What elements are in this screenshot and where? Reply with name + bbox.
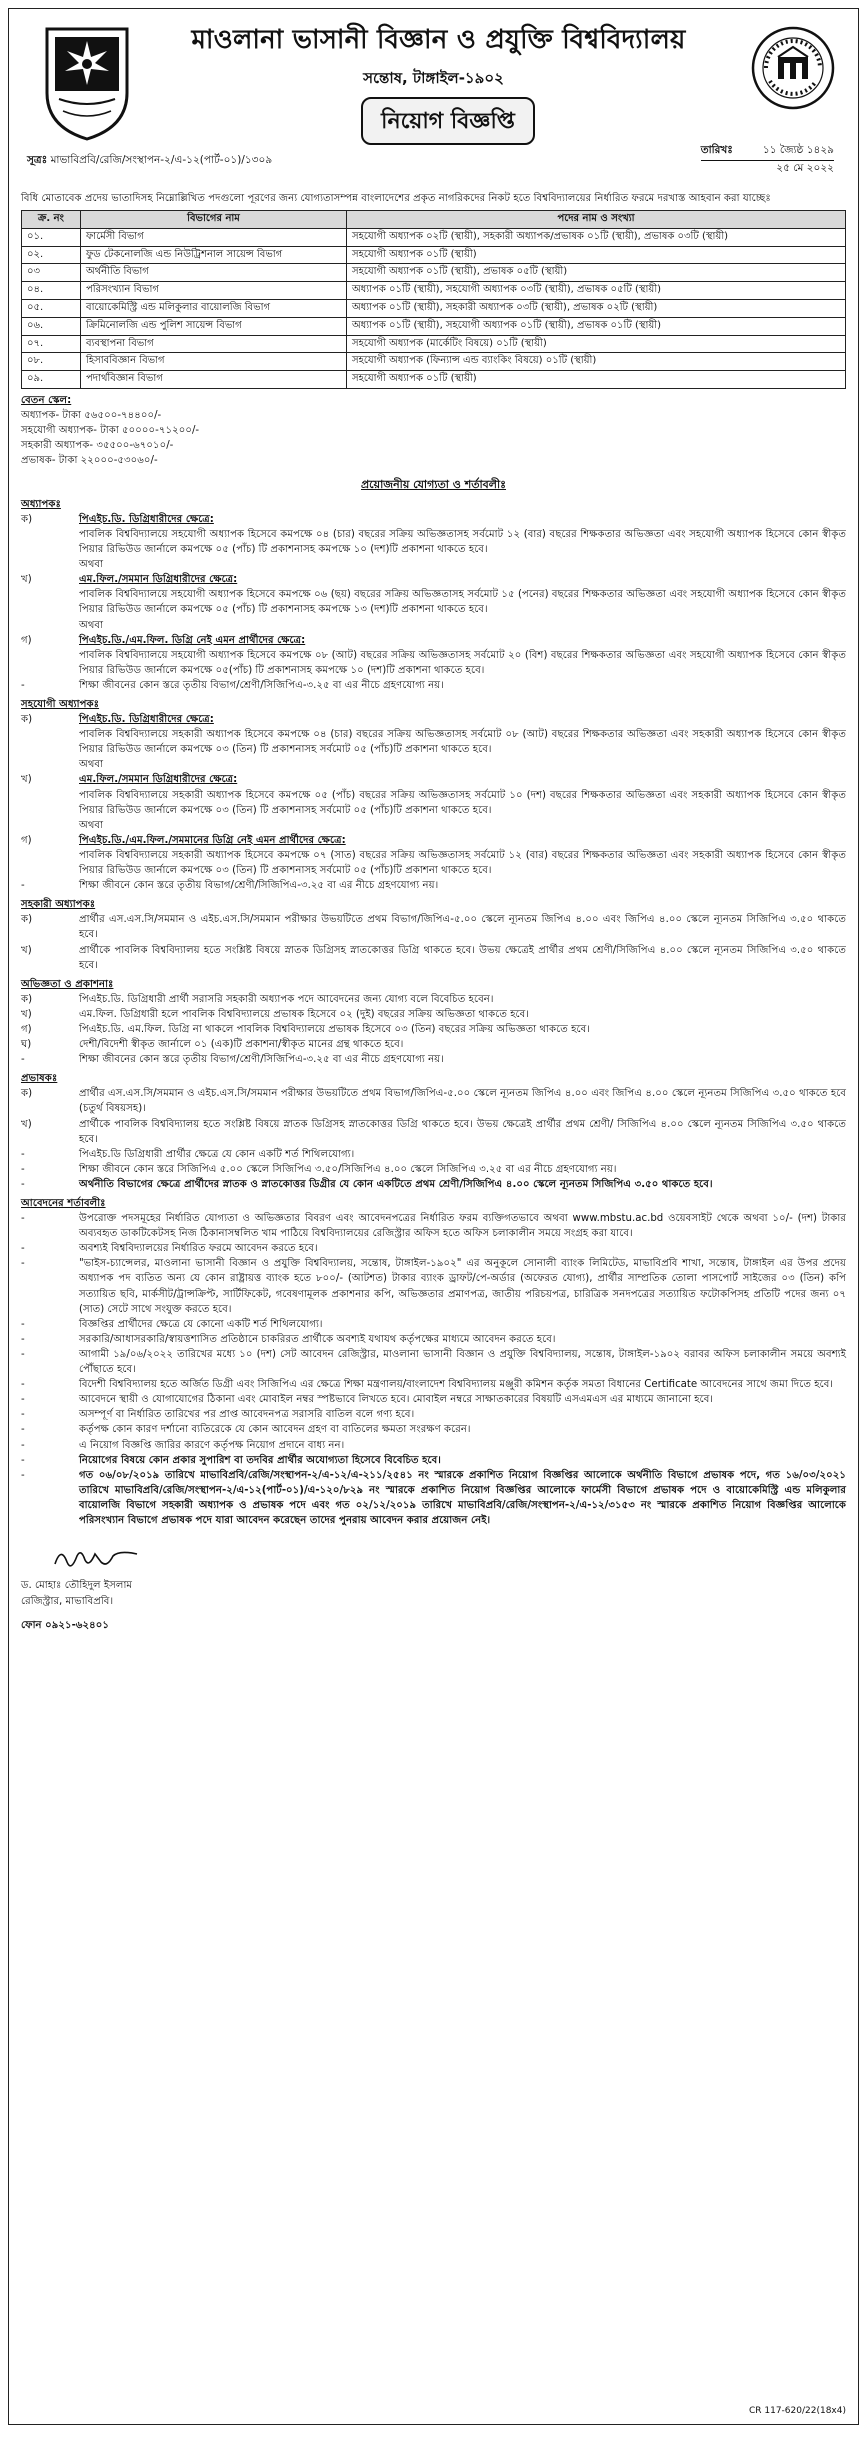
cell-department: ক্রিমিনোলজি এন্ড পুলিশ সায়েন্স বিভাগ xyxy=(81,317,347,335)
list-item xyxy=(21,943,846,973)
item-marker: - xyxy=(21,1243,25,1255)
item-text: পাবলিক বিশ্ববিদ্যালয়ে সহকারী অধ্যাপক হিসেবে কমপক্ষে ০৭ (সাত) বছরের সক্রিয় অভিজ্ঞতাসহ সর্বমোট ১২ (বার) বছরের শিক্ষকতার অভিজ্ঞতা এবং সহকারী অধ্যাপক হিসেবে কোন স্বীকৃত পিয়ার রিভিউড জার্নালে কমপক্ষে ০৩ (তিন) টি প্রকাশনাসহ সর্বমোট ০৫ (পাঁচ)টি প্রকাশনা থাকতে হবে। xyxy=(79,849,846,877)
list-item xyxy=(21,992,846,1007)
list-item xyxy=(21,1147,846,1162)
table-row xyxy=(22,300,846,318)
intro-text: বিধি মোতাবেক প্রদেয় ভাতাদিসহ নিম্নোল্লিখিত পদগুলো পূরণের জন্য যোগ্যতাসম্পন্ন বাংলাদেশের প্রকৃত নাগরিকদের নিকট হতে বিশ্ববিদ্যালয়ের নির্ধারিত ফরমে দরখাস্ত আহবান করা যাচ্ছেঃ xyxy=(21,193,771,204)
item-text: পাবলিক বিশ্ববিদ্যালয়ে সহযোগী অধ্যাপক হিসেবে কমপক্ষে ০৪ (চার) বছরের সক্রিয় অভিজ্ঞতাসহ সর্বমোট ১২ (বার) বছরের শিক্ষকতার অভিজ্ঞতা এবং সহযোগী অধ্যাপক হিসেবে কোন স্বীকৃত পিয়ার রিভিউড জার্নালে কমপক্ষে ০৫ (পাঁচ) টি প্রকাশনাসহ কমপক্ষে ১০ (দশ)টি প্রকাশনা থাকতে হবে। xyxy=(79,528,846,556)
cell-posts: সহযোগী অধ্যাপক ০১টি (স্থায়ী) xyxy=(347,371,846,389)
cell-posts: সহযোগী অধ্যাপক (ফিন্যান্স এন্ড ব্যাংকিং বিষয়ে) ০১টি (স্থায়ী) xyxy=(347,353,846,371)
item-marker: খ) xyxy=(21,574,32,586)
item-text: অর্থনীতি বিভাগের ক্ষেত্রে প্রার্থীদের স্নাতক ও স্নাতকোত্তর ডিগ্রীর যে কোন একটিতে প্রথম শ্রেণী/সিজিপিএ ৪.০০ স্কেলে ন্যূনতম সিজিপিএ ৩.৫০ থাকতে হবে। xyxy=(79,1178,713,1190)
item-body xyxy=(79,772,846,817)
item-text: পাবলিক বিশ্ববিদ্যালয়ে সহযোগী অধ্যাপক হিসেবে কমপক্ষে ০৮ (আট) বছরের সক্রিয় অভিজ্ঞতাসহ সর্বমোট ২০ (বিশ) বছরের শিক্ষকতার অভিজ্ঞতা এবং সহযোগী অধ্যাপক হিসেবে কোন স্বীকৃত পিয়ার রিভিউড জার্নালে কমপক্ষে ০৫(পাঁচ) টি প্রকাশনাসহ কমপক্ষে ১০ (দশ)টি প্রকাশনা থাকতে হবে। xyxy=(79,649,846,676)
table-row xyxy=(22,371,846,389)
item-text: বিদেশী বিশ্ববিদ্যালয় হতে অর্জিত ডিগ্রী এবং সিজিপিএ এর ক্ষেত্রে শিক্ষা মন্ত্রণালয়/বাংলাদেশ বিশ্ববিদ্যালয় মঞ্জুরী কমিশন কর্তৃক সমতা বিধানের Certificate আবেদনের সাথে জমা দিতে হবে। xyxy=(79,1379,834,1391)
qualifications-heading: প্রয়োজনীয় যোগ্যতা ও শর্তাবলীঃ xyxy=(360,477,507,491)
cell-department: হিসাববিজ্ঞান বিভাগ xyxy=(81,353,347,371)
posts-table xyxy=(21,210,846,389)
item-body xyxy=(79,1007,846,1022)
item-body xyxy=(79,1147,846,1162)
cell-serial: ০৭. xyxy=(22,335,81,353)
item-marker: ক) xyxy=(21,993,33,1005)
list-item xyxy=(21,1317,846,1332)
section-heading: অধ্যাপকঃ xyxy=(21,498,61,510)
salary-heading: বেতন স্কেল: xyxy=(21,395,72,407)
or-separator: অথবা xyxy=(79,559,104,571)
item-text: আবেদনে স্থায়ী ও যোগাযোগের ঠিকানা এবং মোবাইল নম্বর স্পষ্টভাবে লিখতে হবে। মোবাইল নম্বরে সাক্ষাতকারের বিষয়টি এসএমএস এর মাধ্যমে জানানো হবে। xyxy=(79,1394,714,1406)
item-marker: ক) xyxy=(21,513,33,525)
item-marker: - xyxy=(21,1178,25,1190)
list-item xyxy=(21,1422,846,1437)
cell-serial: ০৯. xyxy=(22,371,81,389)
signatory-name: ড. মোহাঃ তৌহিদুল ইসলাম xyxy=(21,1580,133,1592)
reference-line xyxy=(27,153,272,169)
list-item xyxy=(21,1392,846,1407)
salary-lecturer: প্রভাষক- টাকা ২২০০০-৫৩০৬০/- xyxy=(21,455,158,467)
item-text: বিজ্ঞপ্তির প্রার্থীদের ক্ষেত্রে যে কোনো একটি শর্ত শিথিলযোগ্য। xyxy=(79,1318,323,1330)
item-subheading: পিএইচ.ডি. ডিগ্রিধারীদের ক্ষেত্রে: xyxy=(79,513,214,525)
table-row xyxy=(22,353,846,371)
item-text: আগামী ১৯/০৬/২০২২ তারিখের মধ্যে ১০ (দশ) সেট আবেদন রেজিস্ট্রার, মাওলানা ভাসানী বিজ্ঞান ও প্রযুক্তি বিশ্ববিদ্যালয়, সন্তোষ, টাঙ্গাইল-১৯০২ বরাবর অফিস চলাকালীন সময়ে অবশ্যই পৌঁছাতে হবে। xyxy=(79,1348,846,1376)
footer-code: CR 117-620/22(18x4) xyxy=(748,2405,846,2416)
table-row xyxy=(22,335,846,353)
item-marker: - xyxy=(21,1258,25,1270)
item-text: উপরোক্ত পদসমূহের নির্ধারিত যোগ্যতা ও অভিজ্ঞতার বিবরণ এবং আবেদনপত্রের নির্ধারিত ফরম ব্যক্তিগতভাবে অথবা www.mbstu.ac.bd ওয়েবসাইট থেকে অথবা ১০/- (দশ) টাকার অব্যবহৃত ডাকটিকেটসহ নিজ ঠিকানাসম্বলিত খাম পাঠিয়ে বিশ্ববিদ্যালয়ের রেজিস্ট্রার অফিস হতে অফিস চলাকালীন সময়ে সংগ্রহ করা যাবে। xyxy=(79,1213,846,1240)
date-bangla: ১১ জ্যৈষ্ঠ ১৪২৯ xyxy=(762,144,834,156)
item-text: অবশ্যই বিশ্ববিদ্যালয়ের নির্ধারিত ফরমে আবেদন করতে হবে। xyxy=(79,1243,318,1255)
item-body xyxy=(79,633,846,678)
item-marker: ঘ) xyxy=(21,1039,32,1051)
item-body xyxy=(79,912,846,942)
item-marker: - xyxy=(21,1379,25,1391)
section-heading: সহকারী অধ্যাপকঃ xyxy=(21,899,96,911)
cell-department: পরিসংখ্যান বিভাগ xyxy=(81,282,347,300)
salary-professor: অধ্যাপক- টাকা ৫৬৫০০-৭৪৪০০/- xyxy=(21,410,162,422)
cell-department: ফুড টেকনোলজি এন্ড নিউট্রিশনাল সায়েন্স বিভাগ xyxy=(81,246,347,264)
or-separator: অথবা xyxy=(79,819,104,831)
cell-serial: ০৮. xyxy=(22,353,81,371)
table-row xyxy=(22,228,846,246)
item-subheading: পিএইচ.ডি. ডিগ্রিধারীদের ক্ষেত্রে: xyxy=(79,714,214,726)
section-heading: অভিজ্ঞতা ও প্রকাশনাঃ xyxy=(21,978,114,990)
item-body xyxy=(79,833,846,878)
item-text: প্রার্থীর এস.এস.সি/সমমান ও এইচ.এস.সি/সমমান পরীক্ষার উভয়টিতে প্রথম বিভাগ/জিপিএ-৫.০০ স্কেলে ন্যূনতম জিপিএ ৪.০০ এবং জিপিএ ৪.০০ স্কেলে ন্যূনতম সিজিপিএ ৩.৫০ থাকতে হবে (চতুর্থ বিষয়সহ)। xyxy=(79,1088,846,1115)
cell-serial: ০২. xyxy=(22,246,81,264)
item-text: পাবলিক বিশ্ববিদ্যালয়ে সহকারী অধ্যাপক হিসেবে কমপক্ষে ০৫ (পাঁচ) বছরের সক্রিয় অভিজ্ঞতাসহ সর্বমোট ১০ (দশ) বছরের শিক্ষকতার অভিজ্ঞতা এবং সহকারী অধ্যাপক হিসেবে কোন স্বীকৃত পিয়ার রিভিউড জার্নালে কমপক্ষে ০৩ (তিন) টি প্রকাশনাসহ সর্বমোট ০৫ (পাঁচ)টি প্রকাশনা থাকতে হবে। xyxy=(79,789,846,816)
item-marker: - xyxy=(21,1469,25,1481)
list-item xyxy=(21,1377,846,1392)
cell-posts: অধ্যাপক ০১টি (স্থায়ী), সহকারী অধ্যাপক ০৩টি (স্থায়ী), প্রভাষক ০২টি (স্থায়ী) xyxy=(347,300,846,318)
item-text: প্রার্থীর এস.এস.সি/সমমান ও এইচ.এস.সি/সমমান পরীক্ষার উভয়টিতে প্রথম বিভাগ/জিপিএ-৫.০০ স্কেলে ন্যূনতম জিপিএ ৪.০০ এবং জিপিএ ৪.০০ স্কেলে ন্যূনতম সিজিপিএ ৩.৫০ থাকতে হবে। xyxy=(79,914,846,941)
university-address: সন্তোষ, টাঙ্গাইল-১৯০২ xyxy=(363,69,504,87)
item-marker: - xyxy=(21,1213,25,1225)
item-marker: - xyxy=(21,1163,25,1175)
section-heading: প্রভাষকঃ xyxy=(21,1073,58,1085)
list-item xyxy=(21,833,846,878)
item-body xyxy=(79,1241,846,1256)
col-department: বিভাগের নাম xyxy=(81,211,347,229)
list-item xyxy=(21,772,846,817)
item-text: অসম্পূর্ণ বা নির্ধারিত তারিখের পর প্রাপ্ত আবেদনপত্র সরাসরি বাতিল বলে গণ্য হবে। xyxy=(79,1409,415,1421)
item-text: প্রার্থীকে পাবলিক বিশ্ববিদ্যালয় হতে সংশ্লিষ্ট বিষয়ে স্নাতক ডিগ্রিসহ স্নাতকোত্তর ডিগ্রি থাকতে হবে। উভয় ক্ষেত্রেই প্রার্থীর প্রথম শ্রেণী/সিজিপিএ ৪.০০ স্কেলে ন্যূনতম সিজিপিএ ৩.৫০ থাকতে হবে। xyxy=(79,944,846,971)
university-name: মাওলানা ভাসানী বিজ্ঞান ও প্রযুক্তি বিশ্ববিদ্যালয় xyxy=(191,25,686,55)
signatory-role: রেজিস্ট্রার, মাভাবিপ্রবি। xyxy=(21,1596,114,1608)
list-item xyxy=(21,678,846,693)
or-separator: অথবা xyxy=(79,759,104,771)
item-marker: - xyxy=(21,679,25,691)
list-item xyxy=(21,878,846,893)
cell-posts: সহযোগী অধ্যাপক ০২টি (স্থায়ী), সহকারী অধ্যাপক/প্রভাষক ০১টি (স্থায়ী), প্রভাষক ০৩টি (স্থায়ী) xyxy=(347,228,846,246)
item-marker: খ) xyxy=(21,944,32,956)
list-item xyxy=(21,1177,846,1192)
item-marker: - xyxy=(21,1348,25,1360)
list-item xyxy=(21,633,846,678)
item-body xyxy=(79,1332,846,1347)
item-body xyxy=(79,678,846,693)
item-marker: - xyxy=(21,1409,25,1421)
list-item xyxy=(21,1438,846,1453)
item-body xyxy=(79,1022,846,1037)
section-heading: সহযোগী অধ্যাপকঃ xyxy=(21,699,100,711)
item-body xyxy=(79,878,846,893)
item-body xyxy=(79,1392,846,1407)
section-professor xyxy=(21,497,846,693)
reference-number: মাভাবিপ্রবি/রেজি/সংস্থাপন-২/এ-১২(পার্ট-০১)/১৩০৯ xyxy=(50,154,273,166)
item-marker: গ) xyxy=(21,1023,32,1035)
list-item xyxy=(21,1052,846,1067)
item-body xyxy=(79,1468,846,1528)
item-body xyxy=(79,572,846,617)
cell-posts: অধ্যাপক ০১টি (স্থায়ী), সহযোগী অধ্যাপক ০৩টি (স্থায়ী), প্রভাষক ০৫টি (স্থায়ী) xyxy=(347,282,846,300)
item-subheading: এম.ফিল./সমমান ডিগ্রিধারীদের ক্ষেত্রে: xyxy=(79,774,238,786)
item-text: সরকারি/আধাসরকারি/স্বায়ত্তশাসিত প্রতিষ্ঠানে চাকরিরত প্রার্থীকে অবশ্যই যথাযথ কর্তৃপক্ষের মাধ্যমে আবেদন করতে হবে। xyxy=(79,1333,556,1345)
item-body xyxy=(79,943,846,973)
item-body xyxy=(79,1422,846,1437)
list-item xyxy=(21,1407,846,1422)
list-item xyxy=(21,1007,846,1022)
item-text: শিক্ষা জীবনে কোন স্তরে তৃতীয় বিভাগ/শ্রেণী/সিজিপিএ-৩.২৫ বা এর নীচে গ্রহণযোগ্য নয়। xyxy=(79,880,439,892)
item-marker: - xyxy=(21,1148,25,1160)
item-marker: ক) xyxy=(21,714,33,726)
list-item xyxy=(21,1162,846,1177)
list-item xyxy=(21,1332,846,1347)
item-text: পাবলিক বিশ্ববিদ্যালয়ে সহকারী অধ্যাপক হিসেবে কমপক্ষে ০৪ (চার) বছরের সক্রিয় অভিজ্ঞতাসহ সর্বমোট ০৮ (আট) বছরের শিক্ষকতার অভিজ্ঞতা এবং সহকারী অধ্যাপক হিসেবে কোন স্বীকৃত পিয়ার রিভিউড জার্নালে কমপক্ষে ০৩ (তিন) টি প্রকাশনাসহ সর্বমোট ০৫ (পাঁচ)টি প্রকাশনা থাকতে হবে। xyxy=(79,729,846,756)
reference-label: সূত্রঃ xyxy=(27,154,48,166)
list-item xyxy=(21,712,846,757)
section-heading: আবেদনের শর্তাবলীঃ xyxy=(21,1198,106,1210)
signature-block xyxy=(21,1542,846,1632)
list-item xyxy=(21,1022,846,1037)
table-row xyxy=(22,264,846,282)
item-text: শিক্ষা জীবনে কোন স্তরে সিজিপিএ ৫.০০ স্কেলে সিজিপিএ ৩.৫০/সিজিপিএ ৪.০০ স্কেলে সিজিপিএ ৩.২৫ বা এর নীচে গ্রহণযোগ্য নয়। xyxy=(79,1163,617,1175)
cell-department: ব্যবস্থাপনা বিভাগ xyxy=(81,335,347,353)
cell-department: অর্থনীতি বিভাগ xyxy=(81,264,347,282)
item-marker: - xyxy=(21,880,25,892)
item-text: কর্তৃপক্ষ কোন কারণ দর্শানো ব্যতিরেকে যে কোন আবেদন গ্রহণ বা বাতিলের ক্ষমতা সংরক্ষণ করেন। xyxy=(79,1424,471,1436)
cell-posts: সহযোগী অধ্যাপক ০১টি (স্থায়ী) xyxy=(347,246,846,264)
item-body xyxy=(79,992,846,1007)
item-marker: খ) xyxy=(21,1118,32,1130)
item-text: পিএইচ.ডি. ডিগ্রিধারী প্রার্থী সরাসরি সহকারী অধ্যাপক পদে আবেদনের জন্য যোগ্য বলে বিবেচিত হবেন। xyxy=(79,993,494,1005)
item-body xyxy=(79,512,846,557)
cell-posts: অধ্যাপক ০১টি (স্থায়ী), সহযোগী অধ্যাপক ০১টি (স্থায়ী), প্রভাষক ০১টি (স্থায়ী) xyxy=(347,317,846,335)
list-item xyxy=(21,912,846,942)
section-lect xyxy=(21,1071,846,1192)
item-marker: - xyxy=(21,1439,25,1451)
item-body xyxy=(79,1453,846,1468)
section-exp xyxy=(21,977,846,1068)
cell-serial: ০৪. xyxy=(22,282,81,300)
item-body xyxy=(79,1256,846,1316)
item-marker: - xyxy=(21,1054,25,1066)
list-item xyxy=(21,1211,846,1241)
item-text: পাবলিক বিশ্ববিদ্যালয়ে সহযোগী অধ্যাপক হিসেবে কমপক্ষে ০৬ (ছয়) বছরের সক্রিয় অভিজ্ঞতাসহ সর্বমোট ১৫ (পনের) বছরের শিক্ষকতার অভিজ্ঞতা এবং সহযোগী অধ্যাপক হিসেবে কোন স্বীকৃত পিয়ার রিভিউড জার্নালে কমপক্ষে ০৫ (পাঁচ) টি প্রকাশনাসহ কমপক্ষে ১৩ (দশ)টি প্রকাশনা থাকতে হবে। xyxy=(79,589,846,616)
table-row xyxy=(22,246,846,264)
item-text: শিক্ষা জীবনের কোন স্তরে তৃতীয় বিভাগ/শ্রেণী/সিজিপিএ-৩.২৫ বা এর নীচে গ্রহণযোগ্য নয়। xyxy=(79,679,444,691)
item-text: প্রার্থীকে পাবলিক বিশ্ববিদ্যালয় হতে সংশ্লিষ্ট বিষয়ে স্নাতক ডিগ্রিসহ স্নাতকোত্তর ডিগ্রি থাকতে হবে। উভয় ক্ষেত্রেই প্রার্থীর প্রথম শ্রেণী/ সিজিপিএ ৪.০০ স্কেলে ন্যূনতম সিজিপিএ ৩.৫০ থাকতে হবে। xyxy=(79,1118,846,1145)
item-body xyxy=(79,1377,846,1392)
cell-serial: ০৬. xyxy=(22,317,81,335)
item-text: শিক্ষা জীবনের কোন স্তরে তৃতীয় বিভাগ/শ্রেণী/সিজিপিএ-৩.২৫ বা এর নীচে গ্রহণযোগ্য নয়। xyxy=(79,1054,444,1066)
item-marker: গ) xyxy=(21,634,32,646)
or-separator: অথবা xyxy=(79,619,104,631)
item-body xyxy=(79,1407,846,1422)
item-body xyxy=(79,1037,846,1052)
list-item xyxy=(21,572,846,617)
item-body xyxy=(79,1347,846,1377)
item-text: এ নিয়োগ বিজ্ঞপ্তি জারির কারণে কর্তৃপক্ষ নিয়োগ প্রদানে বাধ্য নন। xyxy=(79,1439,345,1451)
item-subheading: পিএইচ.ডি./এম.ফিল. ডিগ্রি নেই এমন প্রার্থীদের ক্ষেত্রে: xyxy=(79,634,306,646)
item-body xyxy=(79,1162,846,1177)
section-assoc xyxy=(21,697,846,893)
item-body xyxy=(79,1177,846,1192)
salary-assistant: সহকারী অধ্যাপক- ৩৫৫০০-৬৭০১০/- xyxy=(21,440,174,452)
table-row xyxy=(22,317,846,335)
item-marker: - xyxy=(21,1394,25,1406)
cell-department: ফার্মেসী বিভাগ xyxy=(81,228,347,246)
date-label: তারিখঃ xyxy=(700,144,733,156)
table-row xyxy=(22,282,846,300)
list-item xyxy=(21,1117,846,1147)
list-item xyxy=(21,1037,846,1052)
cell-serial: ০৫. xyxy=(22,300,81,318)
col-serial: ক্র. নং xyxy=(22,211,81,229)
list-item xyxy=(21,512,846,557)
header xyxy=(21,19,846,187)
cell-department: পদার্থবিজ্ঞান বিভাগ xyxy=(81,371,347,389)
salary-associate: সহযোগী অধ্যাপক- টাকা ৫০০০০-৭১২০০/- xyxy=(21,425,200,437)
list-item xyxy=(21,1453,846,1468)
item-marker: - xyxy=(21,1333,25,1345)
cell-serial: ০১. xyxy=(22,228,81,246)
item-body xyxy=(79,1317,846,1332)
item-marker: ক) xyxy=(21,1088,33,1100)
item-subheading: এম.ফিল./সমমান ডিগ্রিধারীদের ক্ষেত্রে: xyxy=(79,574,238,586)
item-text: পিএইচ.ডি ডিগ্রিধারী প্রার্থীর ক্ষেত্রে যে কোন একটি শর্ত শিথিলযোগ্য। xyxy=(79,1148,355,1160)
item-body xyxy=(79,1438,846,1453)
item-marker: খ) xyxy=(21,774,32,786)
list-item xyxy=(21,1086,846,1116)
item-text: পিএইচ.ডি. এম.ফিল. ডিগ্রি না থাকলে পাবলিক বিশ্ববিদ্যালয়ে প্রভাষক হিসেবে ০৩ (তিন) বছরের সক্রিয় অভিজ্ঞতা থাকতে হবে। xyxy=(79,1023,590,1035)
seal-icon xyxy=(750,25,836,111)
item-text: "ভাইস-চ্যান্সেলর, মাওলানা ভাসানী বিজ্ঞান ও প্রযুক্তি বিশ্ববিদ্যালয়, সন্তোষ, টাঙ্গাইল-১৯০২" এর অনুকূলে সোনালী ব্যাংক লিমিটেড, মাভাবিপ্রবি শাখা, সন্তোষ, টাঙ্গাইল এর উপর প্রদেয় অধ্যাপক পদ ব্যতিত অন্য যে কোন রাষ্ট্রায়ত্ত ব্যাংক হতে ৮০০/- (আটশত) টাকার ব্যাংক ড্রাফট/পে-অর্ডার (অফেরত যোগ্য), প্রার্থীর সাম্প্রতিক তোলা পাসপোর্ট সাইজের ০৩ (তিন) কপি সত্যায়িত ছবি, মার্কসীট/ট্রান্সক্রিপ্ট, সার্টিফিকেট, গবেষণামূলক প্রকাশনার কপি, অভিজ্ঞতার প্রমাণপত্র, জাতীয় পরিচয়পত্র, চারিত্রিক সনদপত্রের সত্যায়িত ফটোকপিসহ প্রতিটি পদের জন্য ০৭ (সাত) সেটে সাথে সংযুক্ত করতে হবে। xyxy=(79,1258,846,1315)
date-block xyxy=(701,143,834,176)
signature-icon xyxy=(51,1542,141,1574)
item-marker: - xyxy=(21,1318,25,1330)
phone-number: ফোন ০৯২১-৬২৪০১ xyxy=(21,1620,109,1632)
cell-serial: ০৩ xyxy=(22,264,81,282)
item-marker: ক) xyxy=(21,914,33,926)
item-marker: - xyxy=(21,1454,25,1466)
table-header-row xyxy=(22,211,846,229)
notice-title-badge: নিয়োগ বিজ্ঞপ্তি xyxy=(361,97,535,145)
cell-department: বায়োকেমিস্ট্রি এন্ড মলিকুলার বায়োলজি বিভাগ xyxy=(81,300,347,318)
item-marker: খ) xyxy=(21,1008,32,1020)
item-body xyxy=(79,1052,846,1067)
cell-posts: সহযোগী অধ্যাপক ০১টি (স্থায়ী), প্রভাষক ০৫টি (স্থায়ী) xyxy=(347,264,846,282)
section-apply xyxy=(21,1196,846,1528)
salary-scale xyxy=(21,393,846,468)
item-marker: - xyxy=(21,1424,25,1436)
notice-page xyxy=(8,8,859,2425)
item-subheading: পিএইচ.ডি./এম.ফিল./সমমানের ডিগ্রি নেই এমন প্রার্থীদের ক্ষেত্রে: xyxy=(79,834,346,846)
item-text: নিয়োগের বিষয়ে কোন প্রকার সুপারিশ বা তদবির প্রার্থীর অযোগ্যতা হিসেবে বিবেচিত হবে। xyxy=(79,1454,441,1466)
item-body xyxy=(79,712,846,757)
list-item xyxy=(21,1347,846,1377)
date-english: ২৫ মে ২০২২ xyxy=(776,161,834,174)
list-item xyxy=(21,1468,846,1528)
section-asst xyxy=(21,897,846,972)
item-text: গত ০৬/০৮/২০১৯ তারিখে মাভাবিপ্রবি/রেজি/সংস্থাপন-২/এ-১২/এ-২১১/২৫৪১ নং স্মারকে প্রকাশিত নিয়োগ বিজ্ঞপ্তির আলোকে অর্থনীতি বিভাগে প্রভাষক পদে, গত ১৬/০৩/২০২১ তারিখে মাভাবিপ্রবি/রেজি/সংস্থাপন-২/এ-১২(পার্ট-০১)/এ-১২০/৮২৯ নং স্মারকে প্রকাশিত নিয়োগ বিজ্ঞপ্তির আলোকে ফার্মেসী বিভাগে প্রভাষক পদে ও বায়োকেমিস্ট্রি এন্ড মলিকুলার বায়োলজি বিভাগে সহকারী অধ্যাপক ও প্রভাষক পদে এবং গত ০২/১২/২০১৯ তারিখে মাভাবিপ্রবি/রেজি/সংস্থাপন-২/এ-১২/৩১৫৩ নং স্মারকে প্রকাশিত নিয়োগ বিজ্ঞপ্তির আলোকে পরিসংখ্যান বিভাগে প্রভাষক পদে যারা আবেদন করেছেন তাদের পুনরায় আবেদন করার প্রয়োজন নেই। xyxy=(79,1469,846,1526)
item-text: দেশী/বিদেশী স্বীকৃত জার্নালে ০১ (এক)টি প্রকাশনা/স্বীকৃত মানের গ্রন্থ থাকতে হবে। xyxy=(79,1039,404,1051)
col-posts: পদের নাম ও সংখ্যা xyxy=(347,211,846,229)
item-text: এম.ফিল. ডিগ্রিধারী হলে পাবলিক বিশ্ববিদ্যালয়ে প্রভাষক হিসেবে ০২ (দুই) বছরের সক্রিয় অভিজ্ঞতা থাকতে হবে। xyxy=(79,1008,529,1020)
item-marker: গ) xyxy=(21,834,32,846)
list-item xyxy=(21,1256,846,1316)
list-item xyxy=(21,1241,846,1256)
item-body xyxy=(79,1211,846,1241)
item-body xyxy=(79,1117,846,1147)
item-body xyxy=(79,1086,846,1116)
cell-posts: সহযোগী অধ্যাপক (মার্কেটিং বিষয়ে) ০১টি (স্থায়ী) xyxy=(347,335,846,353)
